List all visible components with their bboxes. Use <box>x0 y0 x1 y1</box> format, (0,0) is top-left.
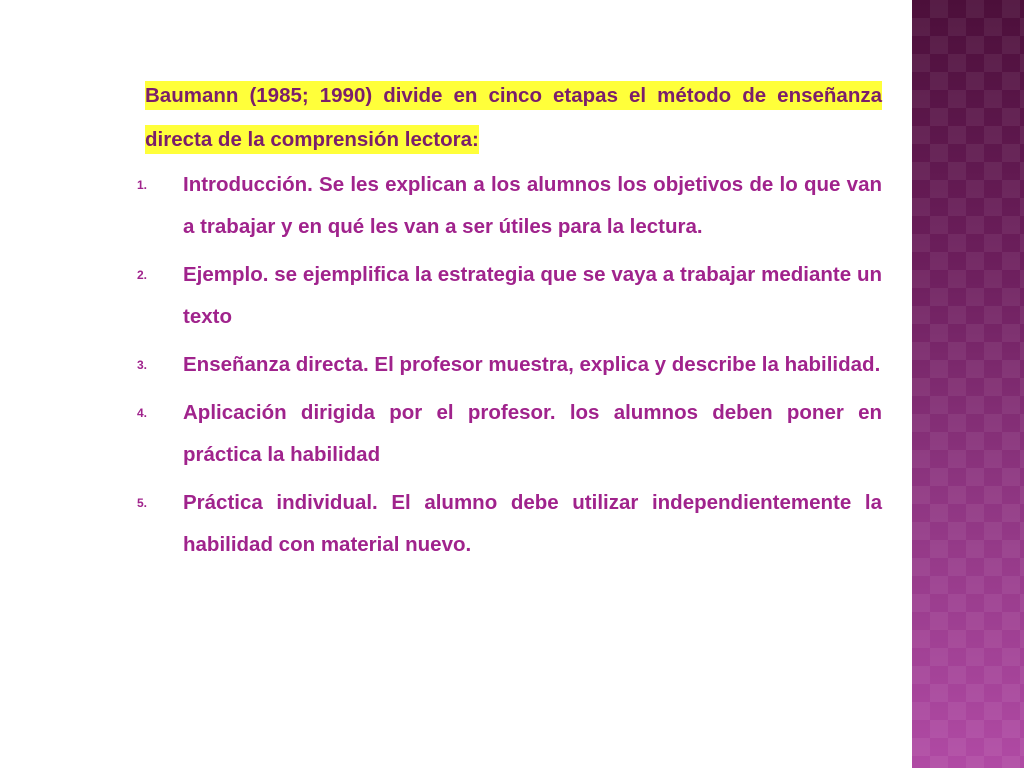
step-number: 5. <box>137 496 148 510</box>
step-number: 2. <box>137 268 148 282</box>
step-text: Introducción. Se les explican a los alumnos los objetivos de lo que van a trabajar y en qué les van a ser útiles para la lectura. <box>183 173 882 238</box>
step-number: 4. <box>137 406 148 420</box>
step-item <box>137 344 882 386</box>
step-text: Práctica individual. El alumno debe utilizar independientemente la habilidad con material nuevo. <box>183 491 882 556</box>
step-number: 3. <box>137 358 148 372</box>
step-text: Ejemplo. se ejemplifica la estrategia que se vaya a trabajar mediante un texto <box>183 263 882 328</box>
step-text: Aplicación dirigida por el profesor. los alumnos deben poner en práctica la habilidad <box>183 401 882 466</box>
intro-highlight: Baumann (1985; 1990) divide en cinco etapas el método de enseñanza directa de la comprensión lectora: <box>145 81 882 154</box>
step-item <box>137 254 882 338</box>
decorative-side-band <box>912 0 1024 768</box>
step-item <box>137 482 882 566</box>
slide-content <box>137 74 882 572</box>
steps-list <box>137 164 882 566</box>
step-item <box>137 392 882 476</box>
step-text: Enseñanza directa. El profesor muestra, explica y describe la habilidad. <box>183 353 881 376</box>
step-item <box>137 164 882 248</box>
step-number: 1. <box>137 178 148 192</box>
intro-paragraph <box>145 74 882 162</box>
